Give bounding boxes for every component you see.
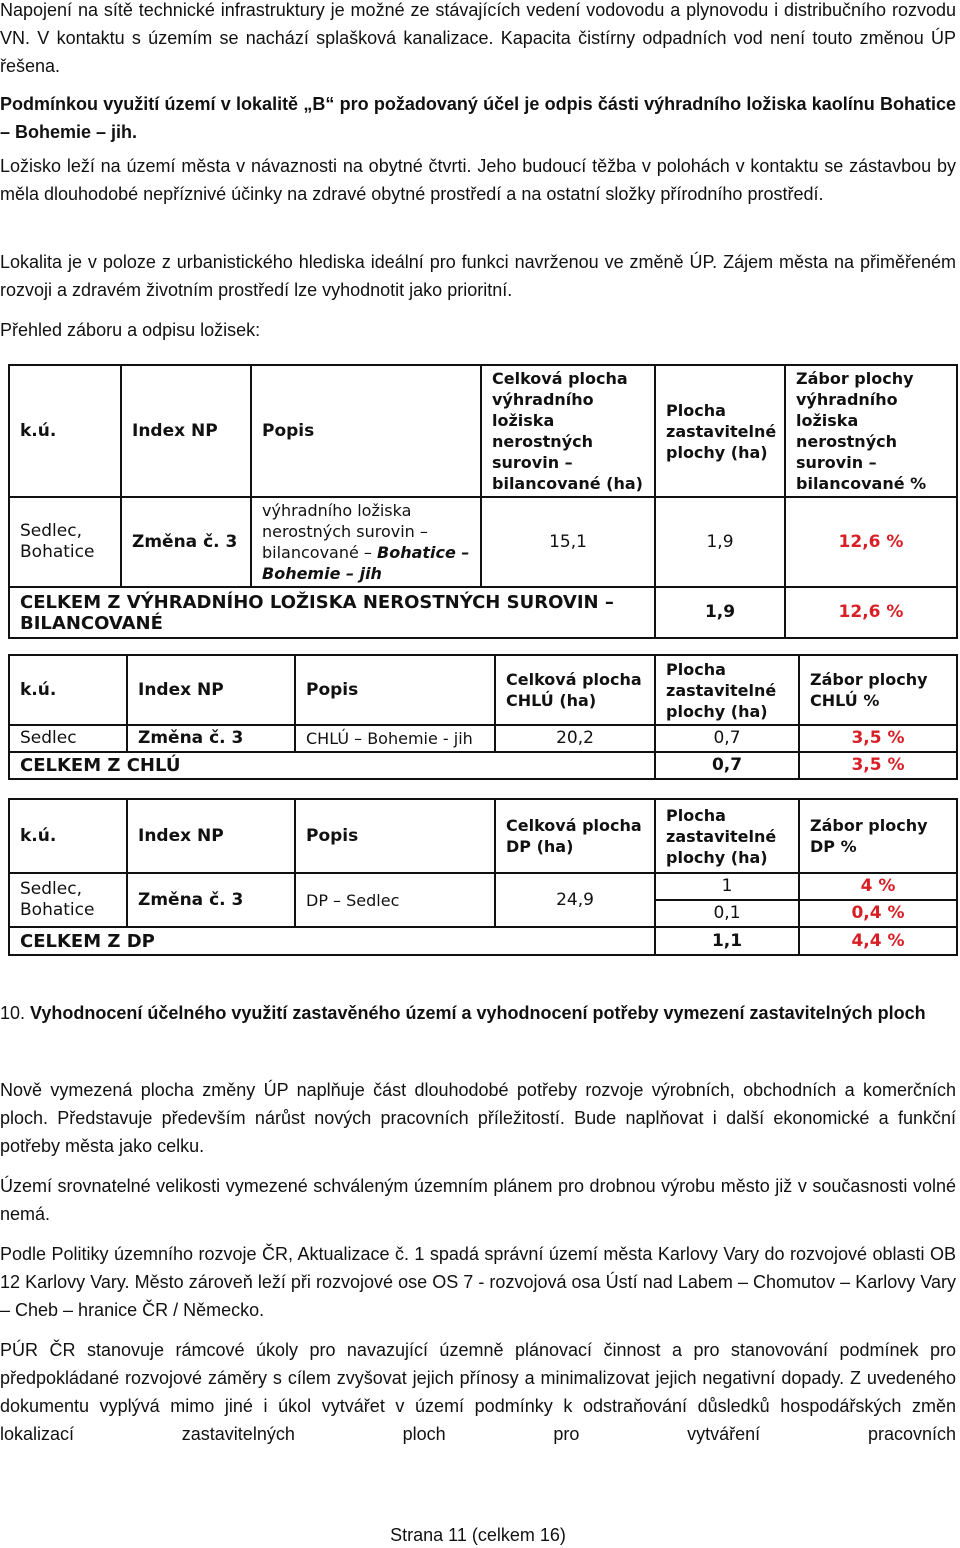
header-zabor: Zábor plochy DP % [799,799,957,873]
paragraph-condition: Podmínkou využití území v lokalitě „B“ pro požadovaný účel je odpis části výhradního ložiska kaolínu Bohatice – Bohemie – jih. [0,94,956,142]
cell-popis: DP – Sedlec [295,873,495,927]
header-celkova: Celková plocha CHLÚ (ha) [495,655,655,725]
cell-ku: Sedlec, Bohatice [9,497,121,587]
header-index: Index NP [127,655,295,725]
total-label: CELKEM Z DP [9,927,655,955]
header-index: Index NP [127,799,295,873]
paragraph-comparable-area: Území srovnatelné velikosti vymezené schváleným územním plánem pro drobnou výrobu město již v současnosti volné nemá. [0,1176,956,1224]
table-total-row [9,752,957,779]
header-plocha: Plocha zastavitelné plochy (ha) [655,365,785,497]
cell-index: Změna č. 3 [127,725,295,752]
table-header-row [9,655,957,725]
cell-ku: Sedlec [9,725,127,752]
header-celkova: Celková plocha výhradního ložiska nerostných surovin – bilancované (ha) [481,365,655,497]
table-total-row [9,587,957,638]
cell-celkova: 20,2 [495,725,655,752]
paragraph-deposit: Ložisko leží na území města v návaznosti na obytné čtvrti. Jeho budoucí těžba v polohách v kontaktu se zástavbou by měla dlouhodobé nepříznivé účinky na zdravé obytné prostředí a na ostatní složky přírodního prostředí. [0,156,956,204]
cell-celkova: 24,9 [495,873,655,927]
table-deposit [8,364,958,639]
cell-zabor-1: 4 % [799,873,957,900]
header-popis: Popis [295,655,495,725]
paragraph-overview-label: Přehled záboru a odpisu ložisek: [0,320,261,340]
table-total-row [9,927,957,955]
cell-popis: výhradního ložiska nerostných surovin – bilancované – Bohatice – Bohemie – jih [251,497,481,587]
section-number: 10. [0,1003,26,1023]
paragraph-location: Lokalita je v poloze z urbanistického hlediska ideální pro funkci navrženou ve změně ÚP. Zájem města na přiměřeném rozvoji a zdravém životním prostředí lze vyhodnotit jako prioritní. [0,252,956,300]
total-plocha: 1,9 [655,587,785,638]
paragraph-new-area: Nově vymezená plocha změny ÚP naplňuje část dlouhodobé potřeby rozvoje výrobních, obchodních a komerčních ploch. Představuje především nárůst nových pracovních příležitostí. Bude naplňovat i další ekonomické a funkční potřeby města jako celku. [0,1080,956,1156]
total-zabor: 3,5 % [799,752,957,779]
table-header-row [9,365,957,497]
header-ku: k.ú. [9,799,127,873]
cell-popis: CHLÚ – Bohemie - jih [295,725,495,752]
cell-plocha-2: 0,1 [655,900,799,927]
header-popis: Popis [251,365,481,497]
cell-plocha: 0,7 [655,725,799,752]
header-index: Index NP [121,365,251,497]
table-row [9,497,957,587]
total-label: CELKEM Z VÝHRADNÍHO LOŽISKA NEROSTNÝCH SUROVIN – BILANCOVANÉ [9,587,655,638]
header-popis: Popis [295,799,495,873]
total-plocha: 1,1 [655,927,799,955]
total-label: CELKEM Z CHLÚ [9,752,655,779]
total-plocha: 0,7 [655,752,799,779]
header-zabor: Zábor plochy CHLÚ % [799,655,957,725]
header-ku: k.ú. [9,365,121,497]
table-row [9,873,957,900]
table-row [9,725,957,752]
cell-zabor-2: 0,4 % [799,900,957,927]
table-dp [8,798,958,956]
total-zabor: 4,4 % [799,927,957,955]
table-header-row [9,799,957,873]
section-title: Vyhodnocení účelného využití zastavěného území a vyhodnocení potřeby vymezení zastavitelných ploch [30,1003,926,1023]
header-ku: k.ú. [9,655,127,725]
paragraph-pur-policy: Podle Politiky územního rozvoje ČR, Aktualizace č. 1 spadá správní území města Karlovy Vary do rozvojové oblasti OB 12 Karlovy Vary. Město zároveň leží při rozvojové ose OS 7 - rozvojová osa Ústí nad Labem – Chomutov – Karlovy Vary – Cheb – hranice ČR / Německo. [0,1244,956,1320]
cell-zabor: 12,6 % [785,497,957,587]
cell-plocha: 1,9 [655,497,785,587]
paragraph-pur-tasks: PÚR ČR stanovuje rámcové úkoly pro navazující územně plánovací činnost a pro stanovování podmínek pro předpokládané rozvojové záměry s cílem zvyšovat jejich přínosy a minimalizovat jejich negativní dopady. Z uvedeného dokumentu vyplývá mimo jiné i úkol vytvářet v území podmínky k odstraňování důsledků hospodářských změn lokalizací zastavitelných ploch pro vytváření pracovních [0,1340,956,1444]
header-plocha: Plocha zastavitelné plochy (ha) [655,655,799,725]
cell-plocha-1: 1 [655,873,799,900]
cell-ku: Sedlec, Bohatice [9,873,127,927]
header-zabor: Zábor plochy výhradního ložiska nerostných surovin – bilancované % [785,365,957,497]
page-footer: Strana 11 (celkem 16) [390,1525,566,1545]
header-plocha: Plocha zastavitelné plochy (ha) [655,799,799,873]
cell-index: Změna č. 3 [121,497,251,587]
paragraph-infrastructure: Napojení na sítě technické infrastruktury je možné ze stávajících vedení vodovodu a plynovodu i distribučního rozvodu VN. V kontaktu s územím se nachází splašková kanalizace. Kapacita čistírny odpadních vod není touto změnou ÚP řešena. [0,0,956,76]
table-chlu [8,654,958,780]
cell-index: Změna č. 3 [127,873,295,927]
cell-celkova: 15,1 [481,497,655,587]
total-zabor: 12,6 % [785,587,957,638]
section-heading [0,1001,956,1025]
cell-zabor: 3,5 % [799,725,957,752]
header-celkova: Celková plocha DP (ha) [495,799,655,873]
